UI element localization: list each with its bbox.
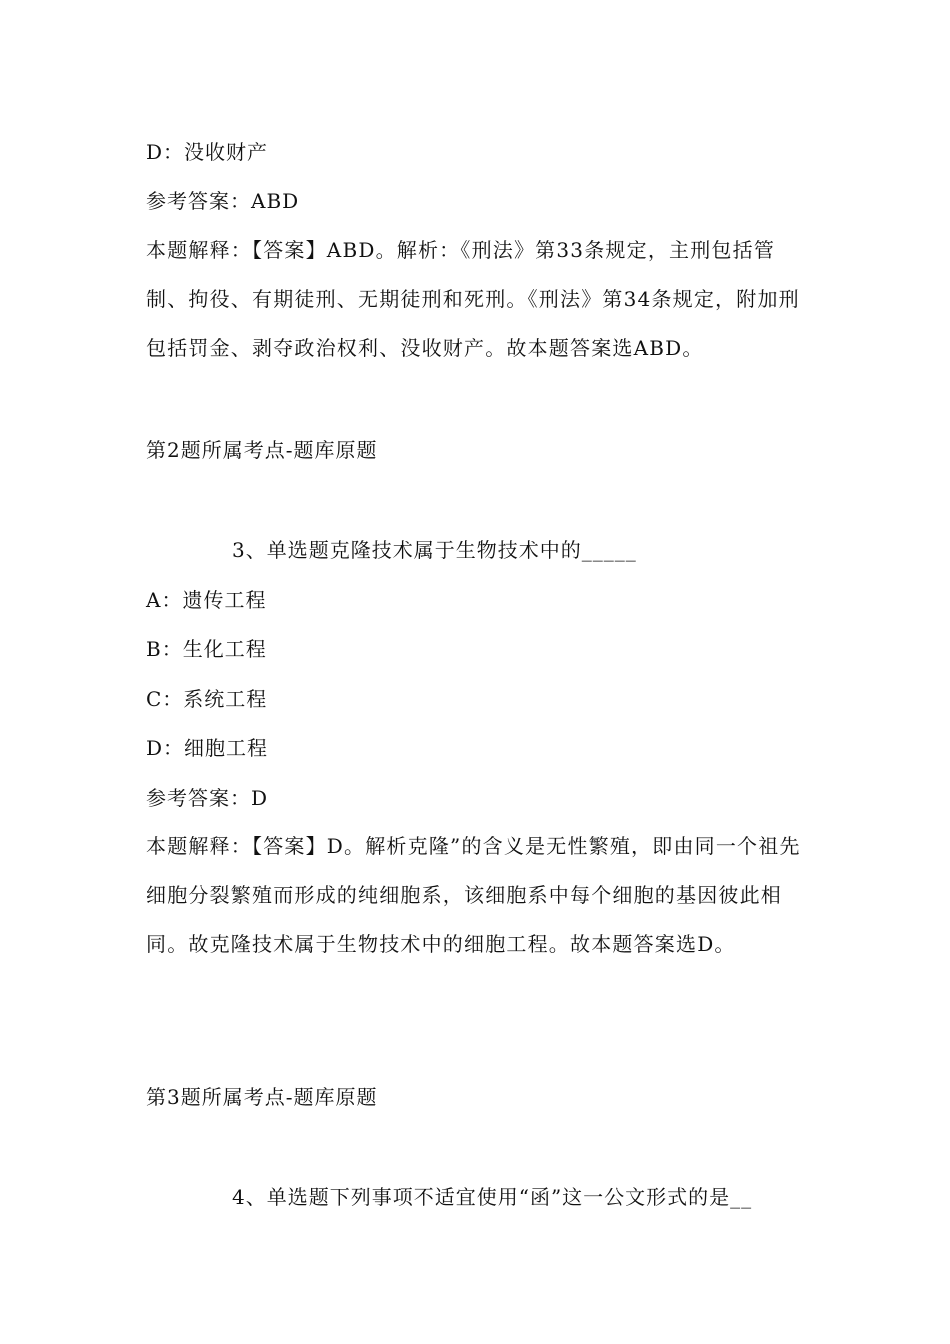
q3-option-a: A：遗传工程 <box>146 588 267 612</box>
q2-explanation: 本题解释：【答案】ABD。解析：《刑法》第33条规定，主刑包括管制、拘役、有期徒刑、无期徒刑和死刑。《刑法》第34条规定，附加刑包括罚金、剥夺政治权利、没收财产。故本题答案选ABD。 <box>146 238 800 360</box>
q3-option-d: D：细胞工程 <box>146 736 269 760</box>
q2-option-d: D：没收财产 <box>146 140 269 164</box>
q3-answer: 参考答案：D <box>146 786 269 810</box>
q3-question: 3、单选题克隆技术属于生物技术中的_____ <box>232 538 637 562</box>
q2-answer: 参考答案：ABD <box>146 189 300 213</box>
q2-topic: 第2题所属考点-题库原题 <box>146 438 378 462</box>
q3-option-b: B：生化工程 <box>146 637 267 661</box>
q3-topic: 第3题所属考点-题库原题 <box>146 1085 378 1109</box>
q3-explanation: 本题解释：【答案】D。解析克隆”的含义是无性繁殖，即由同一个祖先细胞分裂繁殖而形成的纯细胞系，该细胞系中每个细胞的基因彼此相同。故克隆技术属于生物技术中的细胞工程。故本题答案选D。 <box>146 834 801 956</box>
q3-option-c: C：系统工程 <box>146 687 268 711</box>
q4-question: 4、单选题下列事项不适宜使用“函”这一公文形式的是__ <box>232 1185 753 1209</box>
